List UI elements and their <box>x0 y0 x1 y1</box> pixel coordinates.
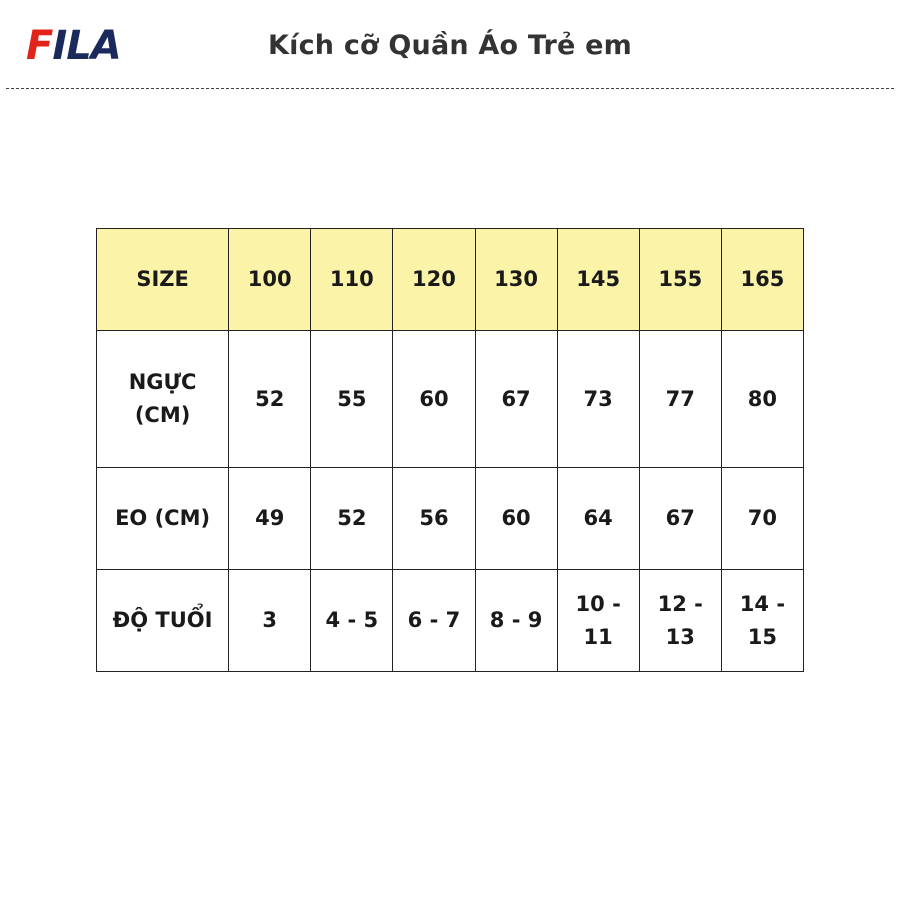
table-cell: 67 <box>639 468 721 570</box>
header-size-cell: 100 <box>229 229 311 331</box>
page-title: Kích cỡ Quần Áo Trẻ em <box>268 30 632 61</box>
row-label-waist: EO (CM) <box>97 468 229 570</box>
table-cell: 8 - 9 <box>475 570 557 672</box>
table-cell: 60 <box>393 331 475 468</box>
logo-letter-f: F <box>26 23 53 69</box>
header-size-cell: 155 <box>639 229 721 331</box>
table-cell: 70 <box>721 468 803 570</box>
table-cell: 56 <box>393 468 475 570</box>
table-cell: 6 - 7 <box>393 570 475 672</box>
table-cell: 14 - 15 <box>721 570 803 672</box>
table-cell: 55 <box>311 331 393 468</box>
table-cell: 52 <box>229 331 311 468</box>
table-cell: 3 <box>229 570 311 672</box>
header-size-cell: 120 <box>393 229 475 331</box>
table-cell: 77 <box>639 331 721 468</box>
table-cell: 10 - 11 <box>557 570 639 672</box>
size-chart-table <box>96 228 804 672</box>
table-row-chest <box>97 331 804 468</box>
table-cell: 12 - 13 <box>639 570 721 672</box>
table-cell: 49 <box>229 468 311 570</box>
table-cell: 67 <box>475 331 557 468</box>
row-label-age: ĐỘ TUỔI <box>97 570 229 672</box>
table-cell: 64 <box>557 468 639 570</box>
header-size-cell: 110 <box>311 229 393 331</box>
table-row-age <box>97 570 804 672</box>
header-size-label: SIZE <box>97 229 229 331</box>
table-row-waist <box>97 468 804 570</box>
header-size-cell: 145 <box>557 229 639 331</box>
table-cell: 4 - 5 <box>311 570 393 672</box>
logo-letters-ila: ILA <box>52 23 121 69</box>
row-label-chest: NGỰC (CM) <box>97 331 229 468</box>
header-size-cell: 165 <box>721 229 803 331</box>
table-cell: 60 <box>475 468 557 570</box>
table-cell: 73 <box>557 331 639 468</box>
dashed-divider <box>6 88 894 89</box>
table-cell: 80 <box>721 331 803 468</box>
table-cell: 52 <box>311 468 393 570</box>
table-header-row <box>97 229 804 331</box>
header-size-cell: 130 <box>475 229 557 331</box>
